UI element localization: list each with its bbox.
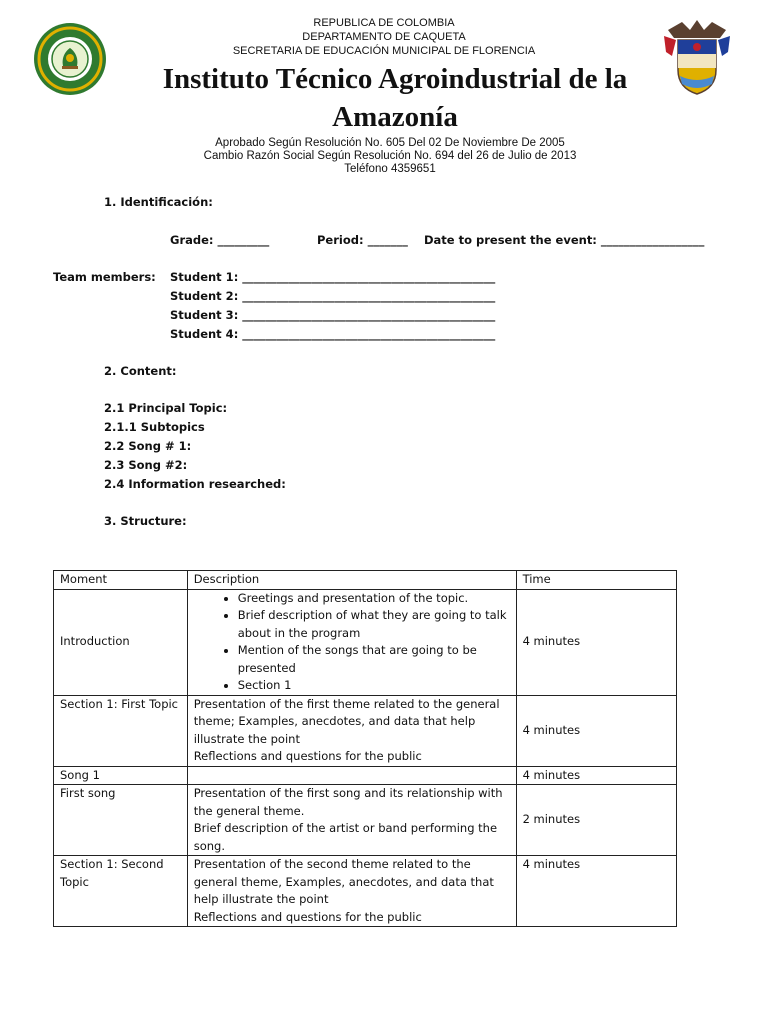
student-4-field[interactable]: Student 4: ____________________________________________ <box>170 327 496 341</box>
row-description <box>187 856 516 927</box>
row-time: 4 minutes <box>516 766 676 785</box>
header-moment: Moment <box>54 571 188 590</box>
header-line-3: SECRETARIA DE EDUCACIÓN MUNICIPAL DE FLORENCIA <box>232 45 536 57</box>
row-description <box>187 785 516 856</box>
row-moment: Section 1: Second Topic <box>54 856 188 927</box>
student-3-field[interactable]: Student 3: ____________________________________________ <box>170 308 496 322</box>
structure-table <box>53 570 677 927</box>
section-3-heading: 3. Structure: <box>104 514 187 528</box>
row-time: 4 minutes <box>516 589 676 695</box>
section-2-heading: 2. Content: <box>104 364 177 378</box>
institute-title-line-2: Amazonía <box>332 101 458 133</box>
row-description <box>187 766 516 785</box>
header-time: Time <box>516 571 676 590</box>
row-moment: Song 1 <box>54 766 188 785</box>
content-item: 2.1.1 Subtopics <box>104 420 205 434</box>
description-text-2: Reflections and questions for the public <box>193 909 422 924</box>
description-text-2: Reflections and questions for the public <box>193 749 422 763</box>
bullet-item: • Greetings and presentation of the topic. <box>238 590 510 608</box>
student-2-field[interactable]: Student 2: ____________________________________________ <box>170 289 496 303</box>
period-field[interactable]: Period: _______ <box>317 233 408 247</box>
row-description <box>187 589 516 695</box>
content-item: 2.1 Principal Topic: <box>104 401 228 415</box>
table-row <box>54 695 677 766</box>
content-item: 2.2 Song # 1: <box>104 439 192 453</box>
row-moment: Section 1: First Topic <box>54 695 188 766</box>
table-row <box>54 856 677 927</box>
team-members-label: Team members: <box>53 270 156 284</box>
row-time: 2 minutes <box>516 785 676 856</box>
description-text: Presentation of the first theme related to the general theme; Examples, anecdotes, and data that help illustrate the point <box>193 696 500 746</box>
approval-text: Aprobado Según Resolución No. 605 Del 02 De Noviembre De 2005 <box>215 137 565 149</box>
institute-title-line-1: Instituto Técnico Agroindustrial de la <box>162 63 628 95</box>
bullet-item: • Section 1 <box>238 677 510 695</box>
content-item: 2.3 Song #2: <box>104 458 188 472</box>
header-description: Description <box>187 571 516 590</box>
bullet-list <box>194 590 510 695</box>
row-description <box>187 695 516 766</box>
row-time: 4 minutes <box>516 856 676 927</box>
description-text: Presentation of the first song and its relationship with the general theme. <box>193 786 503 818</box>
row-time: 4 minutes <box>516 695 676 766</box>
table-row <box>54 785 677 856</box>
bullet-item: • Brief description of what they are going to talk about in the program <box>238 607 510 642</box>
section-1-heading: 1. Identificación: <box>104 195 213 209</box>
table-row <box>54 589 677 695</box>
student-1-field[interactable]: Student 1: ____________________________________________ <box>170 270 496 284</box>
date-field[interactable]: Date to present the event: __________________ <box>424 233 705 247</box>
row-moment: First song <box>54 785 188 856</box>
bullet-item: • Mention of the songs that are going to be presented <box>238 642 510 677</box>
grade-field[interactable]: Grade: _________ <box>170 233 270 247</box>
content-item: 2.4 Information researched: <box>104 477 286 491</box>
description-text: Presentation of the second theme related to the general theme, Examples, anecdotes, and data that help illustrate the point <box>193 857 494 906</box>
phone-text: Teléfono 4359651 <box>344 163 436 175</box>
row-moment: Introduction <box>54 589 188 695</box>
description-text-2: Brief description of the artist or band performing the song. <box>193 821 498 853</box>
table-header-row <box>54 571 677 590</box>
table-row <box>54 766 677 785</box>
header-line-1: REPUBLICA DE COLOMBIA <box>313 17 455 29</box>
name-change-text: Cambio Razón Social Según Resolución No. 694 del 26 de Julio de 2013 <box>203 150 577 162</box>
header-line-2: DEPARTAMENTO DE CAQUETA <box>302 31 466 43</box>
